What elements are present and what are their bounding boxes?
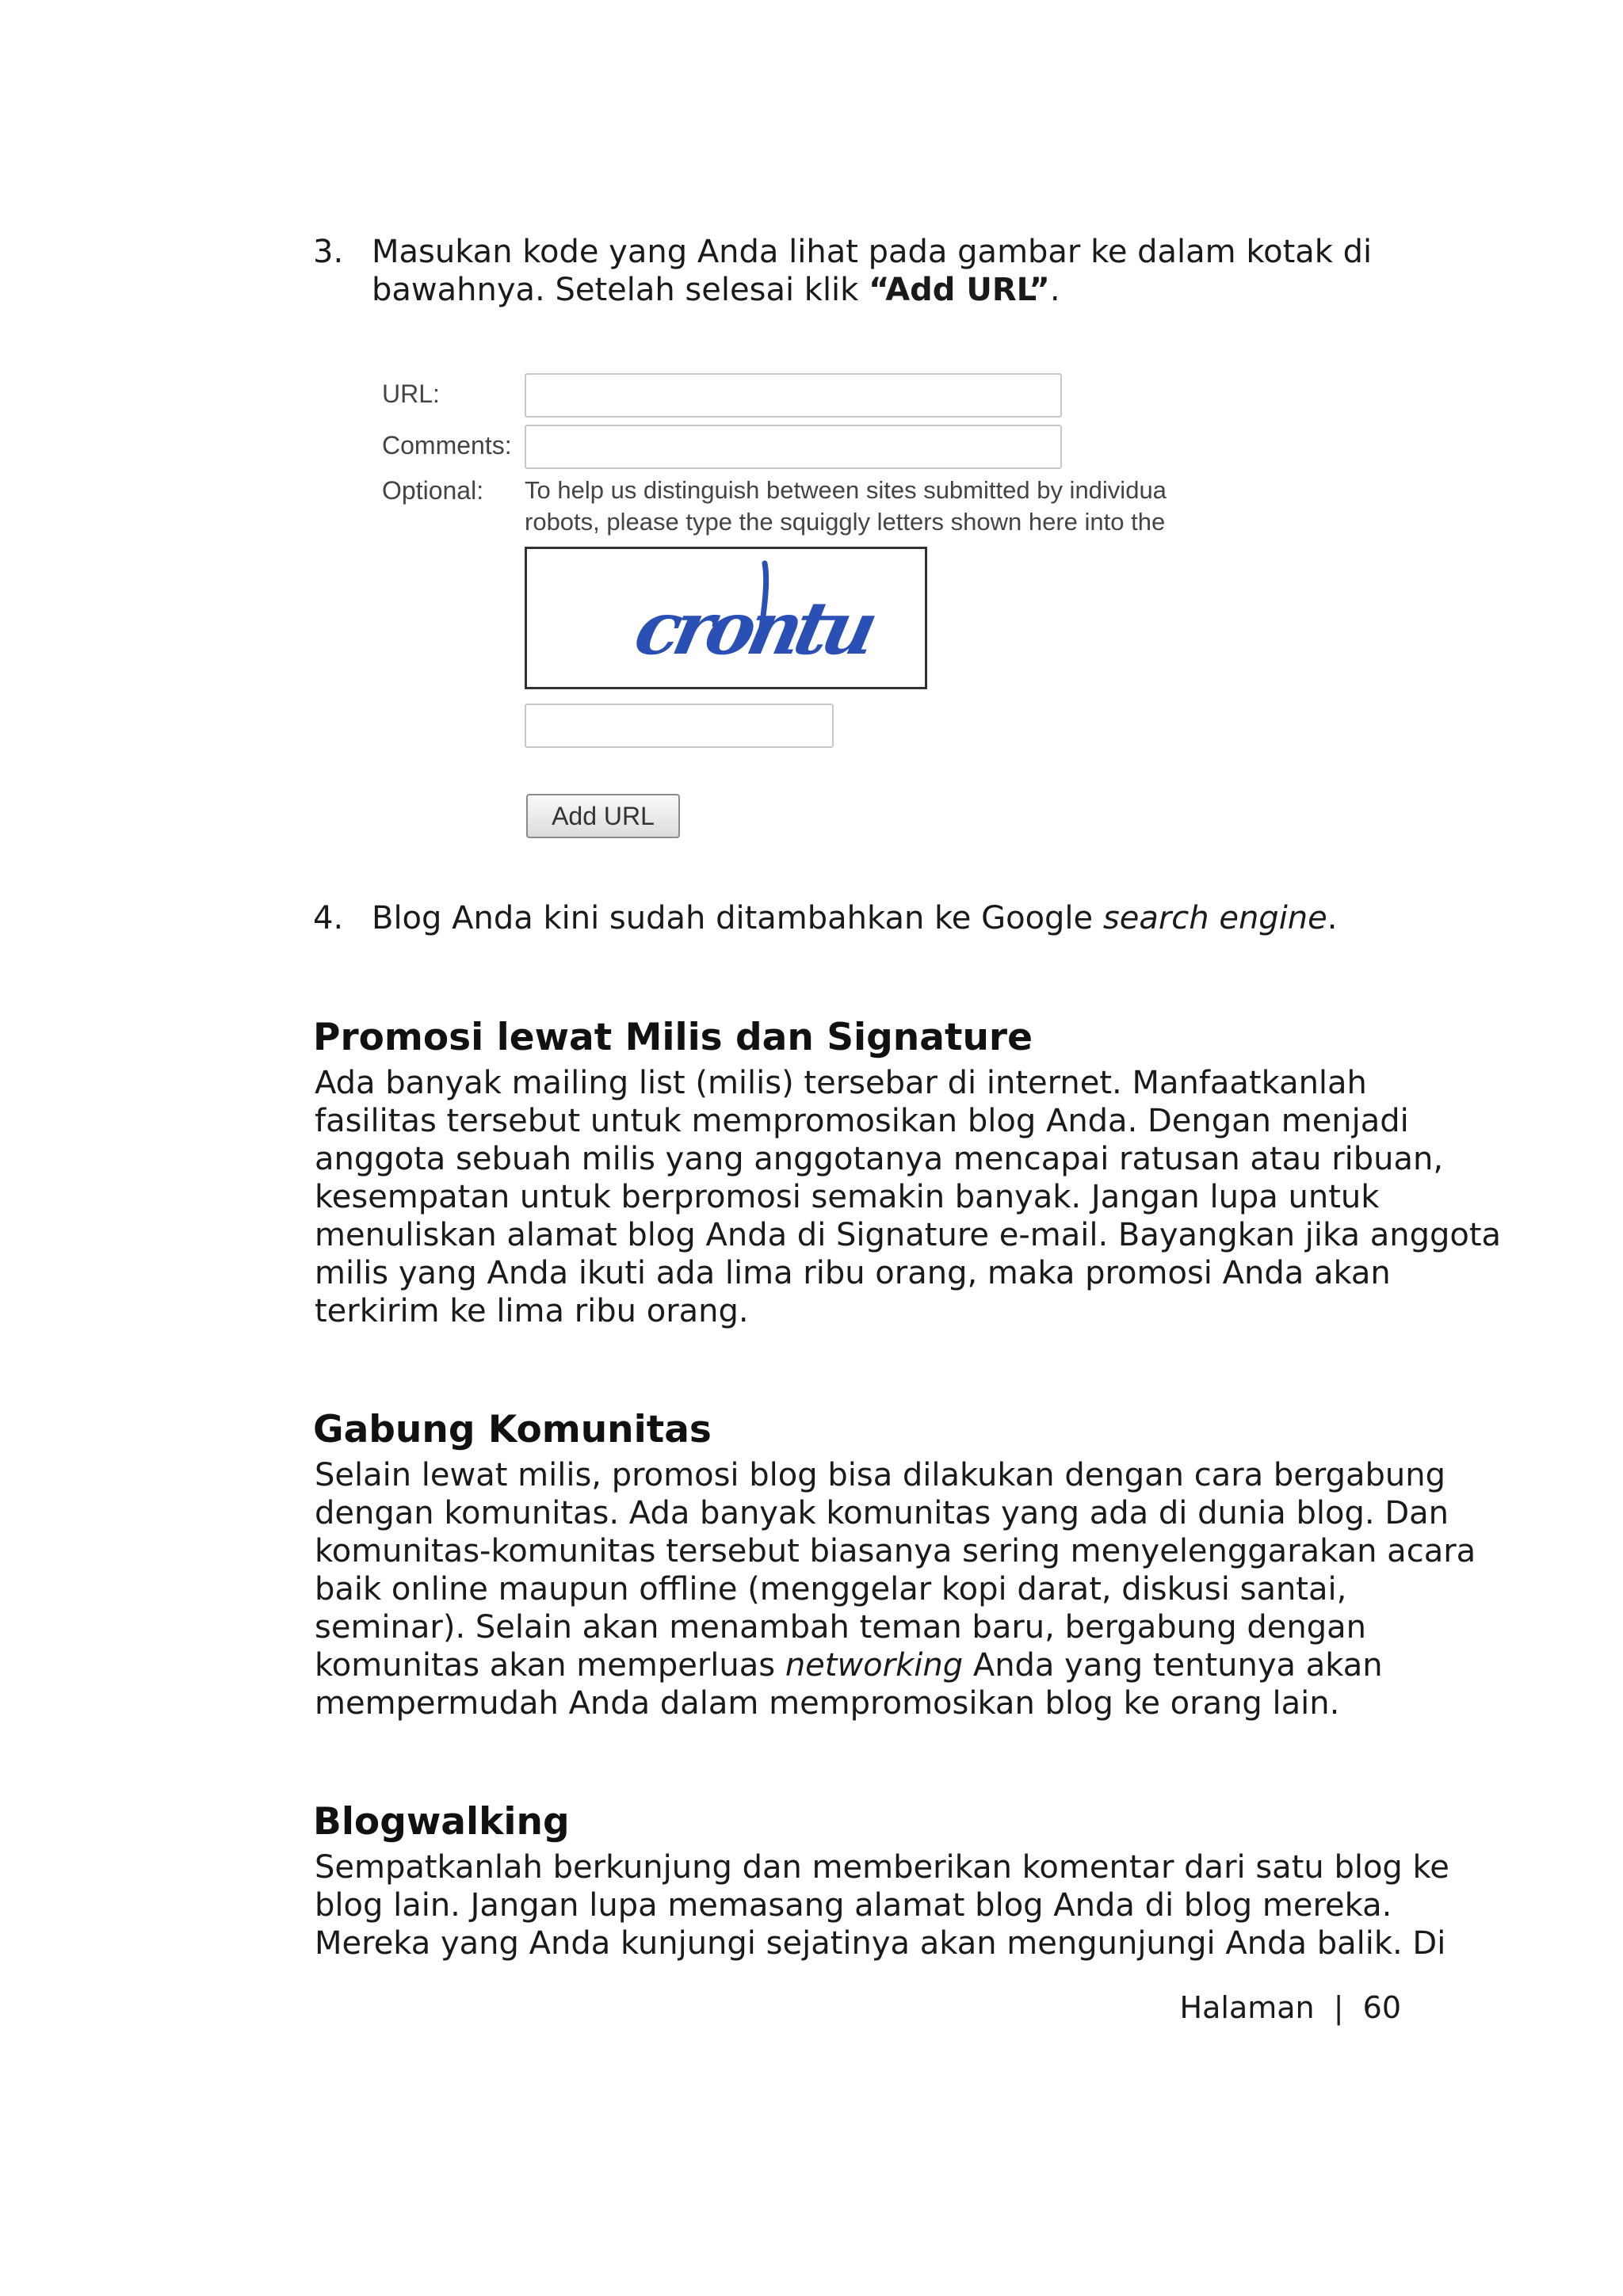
captcha-image xyxy=(525,547,927,689)
step-3-line-2-suffix: . xyxy=(1049,272,1060,308)
section-heading-blogwalking: Blogwalking xyxy=(313,1800,570,1844)
paragraph-line: mempermudah Anda dalam mempromosikan blog ke orang lain. xyxy=(315,1685,1340,1722)
line-prefix: komunitas akan memperluas xyxy=(315,1647,785,1684)
section-paragraph-milis xyxy=(315,1064,1502,1330)
help-text-line-2: robots, please type the squiggly letters shown here into the xyxy=(525,508,1166,536)
paragraph-line: kesempatan untuk berpromosi semakin banyak. Jangan lupa untuk xyxy=(315,1179,1380,1215)
step-text xyxy=(372,899,1608,937)
help-text-line-1: To help us distinguish between sites submitted by individua xyxy=(525,476,1167,504)
comments-input[interactable] xyxy=(525,425,1062,469)
step-3-line-2-bold: “Add URL” xyxy=(869,272,1050,308)
comments-label: Comments: xyxy=(382,431,512,460)
paragraph-line: menuliskan alamat blog Anda di Signature e-mail. Bayangkan jika anggota xyxy=(315,1217,1502,1253)
paragraph-line: Ada banyak mailing list (milis) tersebar di internet. Manfaatkanlah xyxy=(315,1065,1367,1101)
url-input[interactable] xyxy=(525,373,1062,418)
paragraph-line: fasilitas tersebut untuk mempromosikan blog Anda. Dengan menjadi xyxy=(315,1103,1409,1139)
section-heading-komunitas: Gabung Komunitas xyxy=(313,1408,712,1451)
step-number: 3. xyxy=(313,234,344,270)
paragraph-line: seminar). Selain akan menambah teman baru, bergabung dengan xyxy=(315,1609,1367,1646)
captcha-input[interactable] xyxy=(525,704,834,748)
paragraph-line: terkirim ke lima ribu orang. xyxy=(315,1293,749,1329)
step-3-line-1: Masukan kode yang Anda lihat pada gambar ke dalam kotak di xyxy=(372,234,1373,270)
step-number: 4. xyxy=(313,900,344,936)
section-paragraph-blogwalking xyxy=(315,1848,1449,1962)
step-3-line-2-prefix: bawahnya. Setelah selesai klik xyxy=(372,272,869,308)
paragraph-line: komunitas-komunitas tersebut biasanya sering menyelenggarakan acara xyxy=(315,1533,1476,1569)
footer-separator: | xyxy=(1333,1990,1344,2025)
url-label: URL: xyxy=(382,379,440,408)
optional-label: Optional: xyxy=(382,476,484,505)
step-text xyxy=(372,233,1608,309)
add-url-form-screenshot xyxy=(372,360,1228,852)
paragraph-line: blog lain. Jangan lupa memasang alamat blog Anda di blog mereka. xyxy=(315,1887,1392,1924)
paragraph-line xyxy=(315,1646,1440,1684)
step-4-text-prefix: Blog Anda kini sudah ditambahkan ke Google xyxy=(372,900,1103,936)
step-4-text-suffix: . xyxy=(1327,900,1338,936)
paragraph-line: Selain lewat milis, promosi blog bisa dilakukan dengan cara bergabung xyxy=(315,1457,1445,1493)
footer-label: Halaman xyxy=(1179,1990,1315,2025)
line-italic: networking xyxy=(785,1647,964,1684)
step-4-text-italic: search engine xyxy=(1102,900,1327,936)
page-number: 60 xyxy=(1362,1990,1401,2025)
section-paragraph-komunitas xyxy=(315,1456,1476,1722)
add-url-button[interactable]: Add URL xyxy=(526,794,680,838)
paragraph-line: baik online maupun offline (menggelar kopi darat, diskusi santai, xyxy=(315,1571,1347,1608)
captcha-text: crontu xyxy=(628,585,880,671)
paragraph-line: Sempatkanlah berkunjung dan memberikan komentar dari satu blog ke xyxy=(315,1849,1449,1886)
page-footer xyxy=(1180,1990,1401,2025)
paragraph-line: milis yang Anda ikuti ada lima ribu orang, maka promosi Anda akan xyxy=(315,1255,1391,1291)
line-suffix: Anda yang tentunya akan xyxy=(963,1647,1383,1684)
paragraph-line: Mereka yang Anda kunjungi sejatinya akan mengunjungi Anda balik. Di xyxy=(315,1925,1446,1962)
paragraph-line: dengan komunitas. Ada banyak komunitas yang ada di dunia blog. Dan xyxy=(315,1495,1449,1531)
paragraph-line: anggota sebuah milis yang anggotanya mencapai ratusan atau ribuan, xyxy=(315,1141,1444,1177)
section-heading-milis: Promosi lewat Milis dan Signature xyxy=(313,1016,1033,1059)
captcha-squiggle-icon xyxy=(527,549,925,687)
